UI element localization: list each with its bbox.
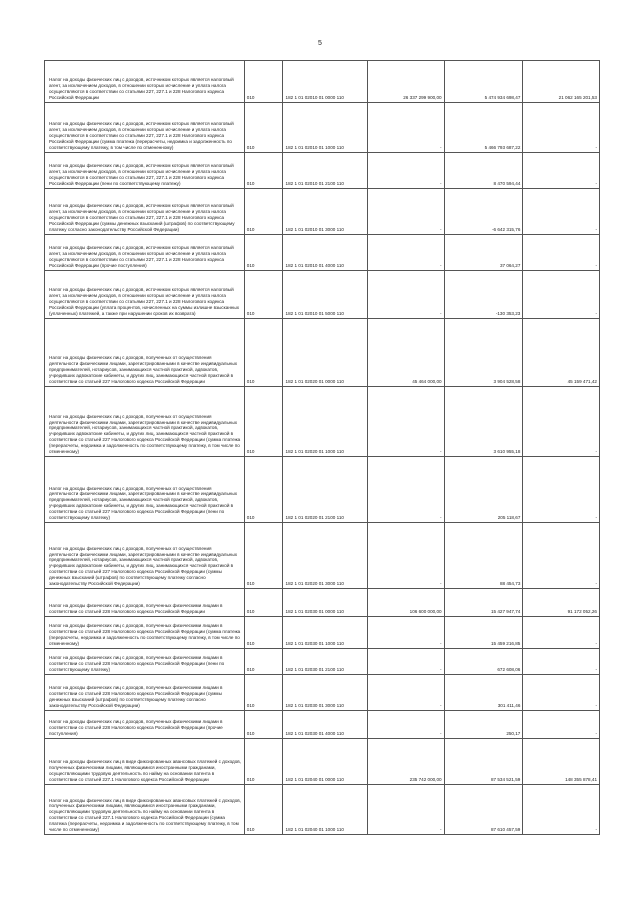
- row-remaining-cell-text: 45 159 471,42: [567, 379, 597, 385]
- table-row: [45, 617, 600, 649]
- row-approved-cell: [368, 711, 445, 739]
- row-kbk-cell: [282, 189, 367, 235]
- row-executed-cell-text: 15 427 947,74: [490, 609, 521, 615]
- row-executed-cell: [444, 649, 523, 675]
- row-code-cell: [244, 785, 282, 835]
- row-name-cell: [45, 189, 245, 235]
- row-approved-cell-text: -: [440, 449, 442, 455]
- row-remaining-cell-text: 21 062 165 201,53: [558, 95, 597, 101]
- row-remaining-cell: [523, 649, 600, 675]
- table-row: [45, 785, 600, 835]
- row-approved-cell-text: -: [440, 311, 442, 317]
- row-executed-cell: [444, 387, 523, 457]
- table-row: [45, 649, 600, 675]
- row-code-cell: [244, 457, 282, 523]
- row-kbk-cell: [282, 711, 367, 739]
- row-kbk-cell-text: 182 1 01 02030 01 2100 110: [285, 667, 344, 673]
- row-code-cell-text: 010: [246, 609, 255, 615]
- row-name-cell: [45, 739, 245, 785]
- row-code-cell: [244, 589, 282, 617]
- row-name-cell: [45, 61, 245, 103]
- row-remaining-cell: [523, 153, 600, 189]
- table-row: [45, 387, 600, 457]
- table-row: [45, 457, 600, 523]
- row-executed-cell: [444, 319, 523, 387]
- row-kbk-cell: [282, 235, 367, 271]
- row-name-cell-text: Налог на доходы физических лиц с доходов, полученных физическими лицами в соответствии со статьей 228 Налогового кодекса Российской Федерации (прочие поступления): [49, 719, 223, 737]
- row-approved-cell-text: -: [440, 731, 442, 737]
- row-kbk-cell-text: 182 1 01 02010 01 4000 110: [285, 263, 344, 269]
- row-approved-cell-text: -: [440, 263, 442, 269]
- row-approved-cell: [368, 153, 445, 189]
- row-executed-cell: [444, 153, 523, 189]
- row-approved-cell: [368, 103, 445, 153]
- row-kbk-cell-text: 182 1 01 02010 01 3000 110: [285, 227, 344, 233]
- row-name-cell: [45, 457, 245, 523]
- row-approved-cell: [368, 523, 445, 589]
- row-kbk-cell: [282, 523, 367, 589]
- row-approved-cell: [368, 675, 445, 711]
- row-remaining-cell-text: -: [595, 581, 597, 587]
- row-remaining-cell-text: -: [595, 827, 597, 833]
- row-remaining-cell-text: -: [595, 515, 597, 521]
- row-kbk-cell: [282, 153, 367, 189]
- row-remaining-cell: [523, 235, 600, 271]
- row-remaining-cell: [523, 387, 600, 457]
- table-row: [45, 271, 600, 319]
- row-kbk-cell: [282, 457, 367, 523]
- row-approved-cell: [368, 61, 445, 103]
- table-row: [45, 523, 600, 589]
- row-name-cell-text: Налог на доходы физических лиц с доходов, полученных от осуществления деятельности физическими лицами, зарегистрированными в качестве индивидуальных предпринимателей, нотариусов, занимающихся частной практикой, адвокатов, учредивших адвокатские кабинеты, и других лиц, занимающихся частной практикой в соответствии со статьей 227 Налогового кодекса Российской Федерации (сумма платежа (перерасчеты, недоимка и задолженность по соответствующему платежу, в том числе по отмененному): [49, 413, 241, 455]
- row-executed-cell: [444, 675, 523, 711]
- row-executed-cell-text: 672 608,06: [497, 667, 521, 673]
- revenue-table: [44, 60, 600, 835]
- row-code-cell: [244, 61, 282, 103]
- table-row: [45, 319, 600, 387]
- row-code-cell-text: 010: [246, 777, 255, 783]
- row-code-cell-text: 010: [246, 827, 255, 833]
- row-approved-cell-text: -: [440, 827, 442, 833]
- row-executed-cell: [444, 739, 523, 785]
- row-kbk-cell-text: 182 1 01 02020 01 2100 110: [285, 515, 344, 521]
- table-row: [45, 61, 600, 103]
- row-kbk-cell: [282, 319, 367, 387]
- table-row: [45, 711, 600, 739]
- row-kbk-cell: [282, 103, 367, 153]
- page-number: 5: [318, 40, 322, 47]
- row-executed-cell-text: 88 454,73: [499, 581, 521, 587]
- row-name-cell-text: Налог на доходы физических лиц с доходов, полученных физическими лицами в соответствии со статьей 228 Налогового кодекса Российской Федерации (пени по соответствующему платежу): [49, 655, 225, 673]
- row-remaining-cell: [523, 739, 600, 785]
- row-executed-cell-text: 3 610 955,18: [493, 449, 521, 455]
- row-remaining-cell-text: -: [595, 667, 597, 673]
- row-executed-cell: [444, 589, 523, 617]
- row-approved-cell-text: -: [440, 641, 442, 647]
- row-executed-cell: [444, 711, 523, 739]
- row-remaining-cell-text: -: [595, 145, 597, 151]
- row-executed-cell-text: 37 064,27: [499, 263, 521, 269]
- row-executed-cell-text: -6 642 315,76: [492, 227, 521, 233]
- row-approved-cell-text: -: [440, 703, 442, 709]
- row-approved-cell: [368, 189, 445, 235]
- row-kbk-cell-text: 182 1 01 02010 01 0000 110: [285, 95, 344, 101]
- row-executed-cell: [444, 189, 523, 235]
- row-approved-cell: [368, 649, 445, 675]
- row-executed-cell-text: 5 466 793 687,22: [484, 145, 521, 151]
- row-remaining-cell: [523, 61, 600, 103]
- row-executed-cell: [444, 271, 523, 319]
- row-executed-cell: [444, 457, 523, 523]
- row-kbk-cell-text: 182 1 01 02030 01 3000 110: [285, 703, 344, 709]
- row-kbk-cell: [282, 649, 367, 675]
- row-code-cell: [244, 271, 282, 319]
- row-code-cell-text: 010: [246, 667, 255, 673]
- row-code-cell-text: 010: [246, 703, 255, 709]
- row-approved-cell: [368, 589, 445, 617]
- row-approved-cell-text: -: [440, 145, 442, 151]
- row-kbk-cell-text: 182 1 01 02040 01 0000 110: [285, 777, 344, 783]
- row-code-cell-text: 010: [246, 731, 255, 737]
- row-code-cell: [244, 675, 282, 711]
- row-approved-cell-text: -: [440, 581, 442, 587]
- row-code-cell: [244, 319, 282, 387]
- row-name-cell-text: Налог на доходы физических лиц с доходов, полученных от осуществления деятельности физическими лицами, зарегистрированными в качестве индивидуальных предпринимателей, нотариусов, занимающихся частной практикой, адвокатов, учредивших адвокатские кабинеты, и других лиц, занимающихся частной практикой в соответствии со статьей 227 Налогового кодекса Российской Федерации (пени по соответствующему платежу): [49, 485, 237, 521]
- row-remaining-cell-text: -: [595, 227, 597, 233]
- row-name-cell: [45, 387, 245, 457]
- row-executed-cell: [444, 785, 523, 835]
- row-name-cell-text: Налог на доходы физических лиц с доходов, источником которых является налоговый агент, за исключением доходов, в отношении которых исчисление и уплата налога осуществляются в соответствии со статьями 227, 227.1 и 228 Налогового кодекса Российской Федерации (прочие поступления): [49, 245, 234, 269]
- table-row: [45, 153, 600, 189]
- row-executed-cell-text: 301 411,46: [497, 703, 521, 709]
- row-executed-cell-text: 5 474 934 698,47: [484, 95, 521, 101]
- row-name-cell: [45, 785, 245, 835]
- row-name-cell-text: Налог на доходы физических лиц с доходов, полученных физическими лицами в соответствии со статьей 228 Налогового кодекса Российской Федерации (сумма платежа (перерасчеты, недоимка и задолженность по соответствующему платежу, в том числе по отмененному): [49, 623, 241, 647]
- row-executed-cell-text: 3 904 528,58: [493, 379, 521, 385]
- row-approved-cell: [368, 617, 445, 649]
- row-code-cell: [244, 617, 282, 649]
- table-row: [45, 589, 600, 617]
- row-kbk-cell-text: 182 1 01 02010 01 2100 110: [285, 181, 344, 187]
- row-remaining-cell-text: -: [595, 703, 597, 709]
- row-remaining-cell-text: -: [595, 641, 597, 647]
- row-name-cell-text: Налог на доходы физических лиц с доходов, полученных от осуществления деятельности физическими лицами, зарегистрированными в качестве индивидуальных предпринимателей, нотариусов, занимающихся частной практикой, адвокатов, учредивших адвокатские кабинеты, и других лиц, занимающихся частной практикой в соответствии со статьей 227 Налогового кодекса Российской Федерации (суммы денежных взысканий (штрафов) по соответствующему платежу согласно законодательству Российской Федерации): [49, 545, 237, 587]
- row-code-cell: [244, 711, 282, 739]
- row-approved-cell: [368, 457, 445, 523]
- row-executed-cell-text: -130 353,23: [495, 311, 521, 317]
- row-code-cell-text: 010: [246, 311, 255, 317]
- row-approved-cell-text: 235 742 000,00: [409, 777, 442, 783]
- table-row: [45, 739, 600, 785]
- row-kbk-cell-text: 182 1 01 02010 01 5000 110: [285, 311, 344, 317]
- row-approved-cell-text: -: [440, 515, 442, 521]
- row-approved-cell: [368, 271, 445, 319]
- row-approved-cell-text: 26 337 299 900,00: [403, 95, 442, 101]
- row-kbk-cell-text: 182 1 01 02020 01 1000 110: [285, 449, 344, 455]
- row-name-cell: [45, 271, 245, 319]
- row-code-cell: [244, 649, 282, 675]
- row-kbk-cell-text: 182 1 01 02040 01 1000 110: [285, 827, 344, 833]
- row-approved-cell: [368, 785, 445, 835]
- table-row: [45, 189, 600, 235]
- row-approved-cell: [368, 319, 445, 387]
- row-remaining-cell: [523, 589, 600, 617]
- row-kbk-cell: [282, 589, 367, 617]
- row-kbk-cell: [282, 271, 367, 319]
- row-name-cell: [45, 649, 245, 675]
- row-code-cell-text: 010: [246, 263, 255, 269]
- row-remaining-cell-text: -: [595, 263, 597, 269]
- row-name-cell: [45, 711, 245, 739]
- row-code-cell-text: 010: [246, 641, 255, 647]
- row-kbk-cell-text: 182 1 01 02020 01 3000 110: [285, 581, 344, 587]
- row-kbk-cell: [282, 387, 367, 457]
- row-name-cell-text: Налог на доходы физических лиц в виде фиксированных авансовых платежей с доходов, полученных физическими лицами, являющимися иностранными гражданами, осуществляющими трудовую деятельность по найму на основании патента в соответствии со статьей 227.1 Налогового кодекса Российской Федерации (сумма платежа (перерасчеты, недоимка и задолженность по соответствующему платежу, в том числе по отмененному): [49, 797, 242, 833]
- row-kbk-cell-text: 182 1 01 02010 01 1000 110: [285, 145, 344, 151]
- row-kbk-cell: [282, 61, 367, 103]
- row-name-cell: [45, 523, 245, 589]
- row-code-cell: [244, 523, 282, 589]
- row-kbk-cell-text: 182 1 01 02030 01 0000 110: [285, 609, 344, 615]
- row-code-cell: [244, 153, 282, 189]
- row-approved-cell-text: -: [440, 181, 442, 187]
- row-approved-cell-text: 106 600 000,00: [409, 609, 442, 615]
- row-approved-cell-text: -: [440, 667, 442, 673]
- row-name-cell: [45, 319, 245, 387]
- row-approved-cell: [368, 235, 445, 271]
- row-remaining-cell: [523, 711, 600, 739]
- row-code-cell-text: 010: [246, 449, 255, 455]
- row-approved-cell-text: -: [440, 227, 442, 233]
- row-code-cell-text: 010: [246, 379, 255, 385]
- row-executed-cell: [444, 523, 523, 589]
- row-executed-cell: [444, 103, 523, 153]
- row-kbk-cell: [282, 675, 367, 711]
- row-remaining-cell: [523, 457, 600, 523]
- row-code-cell: [244, 739, 282, 785]
- row-name-cell: [45, 153, 245, 189]
- row-executed-cell-text: 87 534 521,59: [490, 777, 521, 783]
- table-row: [45, 675, 600, 711]
- row-kbk-cell-text: 182 1 01 02030 01 4000 110: [285, 731, 344, 737]
- row-kbk-cell-text: 182 1 01 02030 01 1000 110: [285, 641, 344, 647]
- row-remaining-cell: [523, 617, 600, 649]
- row-remaining-cell-text: -: [595, 449, 597, 455]
- row-kbk-cell: [282, 617, 367, 649]
- row-remaining-cell-text: 91 172 052,26: [567, 609, 597, 615]
- row-code-cell-text: 010: [246, 95, 255, 101]
- row-remaining-cell-text: -: [595, 731, 597, 737]
- row-kbk-cell: [282, 739, 367, 785]
- row-name-cell-text: Налог на доходы физических лиц с доходов, полученных физическими лицами в соответствии со статьей 228 Налогового кодекса Российской Федерации: [49, 603, 223, 615]
- row-name-cell-text: Налог на доходы физических лиц с доходов, полученных от осуществления деятельности физическими лицами, зарегистрированными в качестве индивидуальных предпринимателей, нотариусов, занимающихся частной практикой, адвокатов, учредивших адвокатские кабинеты, и других лиц, занимающихся частной практикой в соответствии со статьей 227 Налогового кодекса Российской Федерации: [49, 355, 237, 385]
- row-code-cell-text: 010: [246, 581, 255, 587]
- row-executed-cell-text: 205 118,67: [497, 515, 521, 521]
- row-remaining-cell: [523, 189, 600, 235]
- row-name-cell: [45, 103, 245, 153]
- row-name-cell: [45, 675, 245, 711]
- row-kbk-cell-text: 182 1 01 02020 01 0000 110: [285, 379, 344, 385]
- row-code-cell: [244, 387, 282, 457]
- row-executed-cell-text: 15 459 216,85: [490, 641, 521, 647]
- row-remaining-cell: [523, 785, 600, 835]
- row-approved-cell: [368, 387, 445, 457]
- row-name-cell-text: Налог на доходы физических лиц с доходов, источником которых является налоговый агент, за исключением доходов, в отношении которых исчисление и уплата налога осуществляются в соответствии со статьями 227, 227.1 и 228 Налогового кодекса Российской Федерации (уплата процентов, начисленных на суммы излишне взысканных (уплаченных) платежей, а также при нарушении сроков их возврата): [49, 287, 240, 317]
- row-name-cell-text: Налог на доходы физических лиц с доходов, источником которых является налоговый агент, за исключением доходов, в отношении которых исчисление и уплата налога осуществляются в соответствии со статьями 227, 227.1 и 228 Налогового кодекса Российской Федерации (пени по соответствующему платежу): [49, 163, 234, 187]
- row-executed-cell-text: 250,17: [506, 731, 521, 737]
- row-executed-cell: [444, 235, 523, 271]
- table-row: [45, 235, 600, 271]
- row-remaining-cell: [523, 675, 600, 711]
- row-code-cell-text: 010: [246, 515, 255, 521]
- row-code-cell: [244, 189, 282, 235]
- row-name-cell-text: Налог на доходы физических лиц с доходов, полученных физическими лицами в соответствии со статьей 228 Налогового кодекса Российской Федерации (суммы денежных взысканий (штрафов) по соответствующему платежу согласно законодательству Российской Федерации): [49, 685, 223, 709]
- row-remaining-cell-text: -: [595, 311, 597, 317]
- row-name-cell-text: Налог на доходы физических лиц в виде фиксированных авансовых платежей с доходов, полученных физическими лицами, являющимися иностранными гражданами, осуществляющими трудовую деятельность по найму на основании патента в соответствии со статьей 227.1 Налогового кодекса Российской Федерации: [49, 759, 242, 783]
- row-executed-cell: [444, 61, 523, 103]
- row-code-cell: [244, 103, 282, 153]
- row-name-cell: [45, 617, 245, 649]
- row-executed-cell: [444, 617, 523, 649]
- row-name-cell: [45, 589, 245, 617]
- row-name-cell-text: Налог на доходы физических лиц с доходов, источником которых является налоговый агент, за исключением доходов, в отношении которых исчисление и уплата налога осуществляются в соответствии со статьями 227, 227.1 и 228 Налогового кодекса Российской Федерации (суммы денежных взысканий (штрафов) по соответствующему платежу согласно законодательству Российской Федерации): [49, 203, 235, 233]
- row-kbk-cell: [282, 785, 367, 835]
- row-name-cell: [45, 235, 245, 271]
- table-row: [45, 103, 600, 153]
- row-remaining-cell-text: -: [595, 181, 597, 187]
- row-remaining-cell: [523, 319, 600, 387]
- row-remaining-cell: [523, 103, 600, 153]
- row-executed-cell-text: 8 470 594,44: [493, 181, 521, 187]
- row-name-cell-text: Налог на доходы физических лиц с доходов, источником которых является налоговый агент, за исключением доходов, в отношении которых исчисление и уплата налога осуществляются в соответствии со статьями 227, 227.1 и 228 Налогового кодекса Российской Федерации (сумма платежа (перерасчеты, недоимка и задолженность по соответствующему платежу, в том числе по отмененному): [49, 121, 234, 151]
- row-executed-cell-text: 87 610 457,59: [490, 827, 521, 833]
- row-code-cell-text: 010: [246, 227, 255, 233]
- row-remaining-cell: [523, 271, 600, 319]
- row-code-cell: [244, 235, 282, 271]
- row-code-cell-text: 010: [246, 181, 255, 187]
- row-approved-cell-text: 45 464 000,00: [412, 379, 442, 385]
- row-code-cell-text: 010: [246, 145, 255, 151]
- row-name-cell-text: Налог на доходы физических лиц с доходов, источником которых является налоговый агент, за исключением доходов, в отношении которых исчисление и уплата налога осуществляются в соответствии со статьями 227, 227.1 и 228 Налогового кодекса Российской Федерации: [49, 77, 234, 101]
- row-remaining-cell: [523, 523, 600, 589]
- row-remaining-cell-text: 148 355 878,41: [565, 777, 597, 783]
- row-approved-cell: [368, 739, 445, 785]
